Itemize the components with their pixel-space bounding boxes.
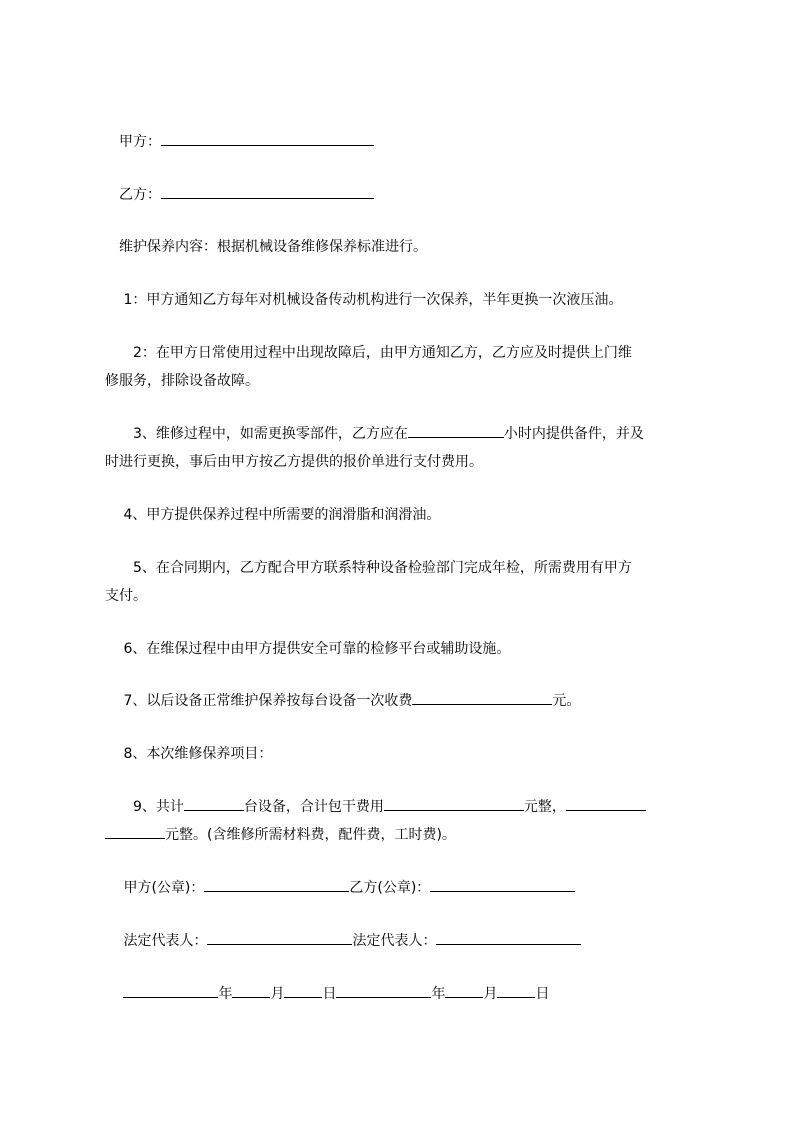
text-segment: 乙方： — [105, 187, 161, 203]
text-segment: 元整。(含维修所需材料费，配件费，工时费)。 — [165, 827, 456, 843]
text-segment: 乙方(公章)： — [349, 880, 431, 896]
paragraph-content — [105, 235, 705, 259]
paragraph-item2b — [105, 369, 705, 393]
fill-in-blank[interactable] — [445, 983, 483, 998]
fill-in-blank[interactable] — [161, 131, 374, 146]
text-segment: 支付。 — [105, 588, 147, 604]
paragraph-item5a — [105, 556, 705, 580]
text-segment: 4、甲方提供保养过程中所需要的润滑脂和润滑油。 — [105, 507, 441, 523]
text-segment: 2：在甲方日常使用过程中出现故障后，由甲方通知乙方，乙方应及时提供上门维 — [105, 345, 632, 361]
text-segment: 甲方： — [105, 134, 161, 150]
fill-in-blank[interactable] — [232, 983, 270, 998]
text-segment: 5、在合同期内，乙方配合甲方联系特种设备检验部门完成年检，所需费用有甲方 — [105, 560, 632, 576]
text-segment: 修服务，排除设备故障。 — [105, 373, 259, 389]
text-segment: 1：甲方通知乙方每年对机械设备传动机构进行一次保养，半年更换一次液压油。 — [105, 292, 623, 308]
paragraph-item4 — [105, 503, 705, 527]
text-segment: 日 — [535, 986, 550, 1002]
text-segment: 3、维修过程中，如需更换零部件，乙方应在 — [105, 426, 408, 442]
paragraph-item7 — [105, 689, 705, 713]
text-segment: 年 — [218, 986, 233, 1002]
paragraph-seal — [105, 876, 705, 900]
text-segment: 台设备，合计包干费用 — [243, 799, 384, 815]
fill-in-blank[interactable] — [204, 877, 349, 892]
fill-in-blank[interactable] — [161, 184, 374, 199]
fill-in-blank[interactable] — [123, 983, 218, 998]
fill-in-blank[interactable] — [105, 824, 165, 839]
text-segment: 9、共计 — [105, 799, 184, 815]
paragraph-item8 — [105, 742, 705, 766]
text-segment: 月 — [483, 986, 498, 1002]
fill-in-blank[interactable] — [184, 796, 244, 811]
text-segment: 法定代表人： — [352, 933, 437, 949]
text-segment: 8、本次维修保养项目： — [105, 746, 273, 762]
paragraph-item3b — [105, 450, 705, 474]
text-segment: 小时内提供备件，并及 — [503, 426, 644, 442]
paragraph-date — [105, 982, 705, 1006]
fill-in-blank[interactable] — [408, 423, 504, 438]
paragraph-item6 — [105, 637, 705, 661]
fill-in-blank[interactable] — [384, 796, 524, 811]
text-segment: 维护保养内容：根据机械设备维修保养标准进行。 — [105, 239, 427, 255]
text-segment: 6、在维保过程中由甲方提供安全可靠的检修平台或辅助设施。 — [105, 641, 511, 657]
text-segment: 7、以后设备正常维护保养按每台设备一次收费 — [105, 693, 413, 709]
paragraph-item9a — [105, 795, 705, 819]
fill-in-blank[interactable] — [336, 983, 431, 998]
fill-in-blank[interactable] — [207, 930, 352, 945]
paragraph-item2a — [105, 341, 705, 365]
text-segment: 日 — [322, 986, 337, 1002]
fill-in-blank[interactable] — [436, 930, 581, 945]
text-segment: 法定代表人： — [105, 933, 208, 949]
paragraph-item3a — [105, 422, 705, 446]
paragraph-item9b — [105, 823, 705, 847]
paragraph-item5b — [105, 584, 705, 608]
fill-in-blank[interactable] — [430, 877, 575, 892]
paragraph-party_a — [105, 130, 705, 154]
paragraph-rep — [105, 929, 705, 953]
text-segment: 甲方(公章)： — [105, 880, 205, 896]
text-segment: 月 — [270, 986, 285, 1002]
fill-in-blank[interactable] — [412, 690, 552, 705]
fill-in-blank[interactable] — [284, 983, 322, 998]
text-segment: 年 — [431, 986, 446, 1002]
paragraph-item1 — [105, 288, 705, 312]
text-segment: 时进行更换，事后由甲方按乙方提供的报价单进行支付费用。 — [105, 454, 483, 470]
fill-in-blank[interactable] — [566, 796, 646, 811]
text-segment: 元整， — [523, 799, 566, 815]
text-segment — [105, 986, 123, 1002]
fill-in-blank[interactable] — [497, 983, 535, 998]
paragraph-party_b — [105, 183, 705, 207]
text-segment: 元。 — [552, 693, 581, 709]
